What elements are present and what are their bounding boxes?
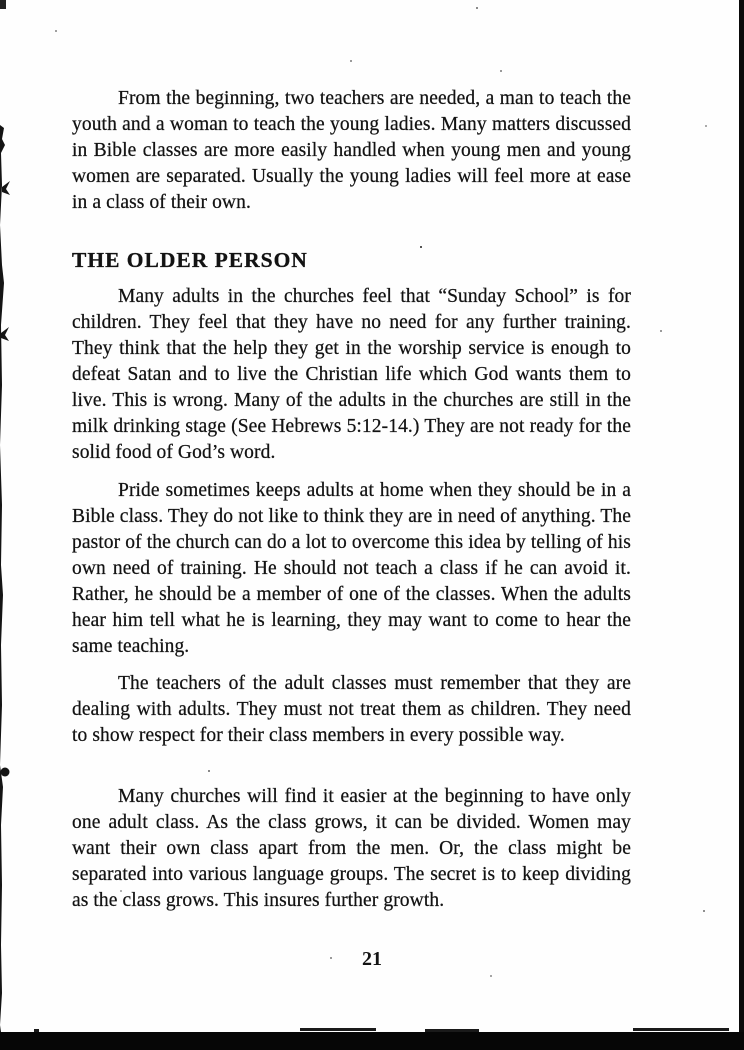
scan-artifact-bottom-dash	[300, 1028, 376, 1031]
scan-noise-specks	[476, 7, 478, 9]
paragraph-two-teachers: From the beginning, two teachers are needed, a man to teach the youth and a woman to teach the young ladies. Many matters discussed in Bible classes are more easily handled when young men and young women are separated. Usually the young ladies will feel more at ease in a class of their own.	[72, 88, 631, 213]
scan-artifact-left-edge-streak	[0, 125, 14, 1035]
scan-artifact-top-left-mark	[0, 0, 6, 9]
page-number: 21	[362, 948, 382, 970]
scan-artifact-bottom-dash	[425, 1029, 479, 1032]
section-heading-the-older-person: THE OLDER PERSON	[72, 248, 308, 272]
scan-artifact-bottom-band	[0, 1032, 744, 1050]
scan-artifact-bottom-dash	[34, 1029, 39, 1032]
paragraph-adults-sunday-school: Many adults in the churches feel that “Sunday School” is for children. They feel that they have no need for any further training. They think that the help they get in the worship service is enough to defeat Satan and to live the Christian life which God wants them to live. This is wrong. Many of the adults in the churches are still in the milk drinking stage (See Hebrews 5:12-14.) They are not ready for the solid food of God’s word.	[72, 286, 631, 463]
scan-artifact-right-edge	[739, 0, 744, 1050]
paragraph-teachers-respect-adults: The teachers of the adult classes must remember that they are dealing with adults. They must not treat them as children. They need to show respect for their class members in every possible way.	[72, 673, 631, 746]
paragraph-one-adult-class: Many churches will find it easier at the beginning to have only one adult class. As the class grows, it can be divided. Women may want their own class apart from the men. Or, the class might be separated into various language groups. The secret is to keep dividing as the class grows. This insures further growth.	[72, 786, 631, 911]
scan-artifact-bottom-dash	[633, 1028, 729, 1031]
paragraph-pride-keeps-adults-home: Pride sometimes keeps adults at home when they should be in a Bible class. They do not like to think they are in need of anything. The pastor of the church can do a lot to overcome this idea by telling of his own need of training. He should not teach a class if he can avoid it. Rather, he should be a member of one of the classes. When the adults hear him tell what he is learning, they may want to come to hear the same teaching.	[72, 480, 631, 657]
